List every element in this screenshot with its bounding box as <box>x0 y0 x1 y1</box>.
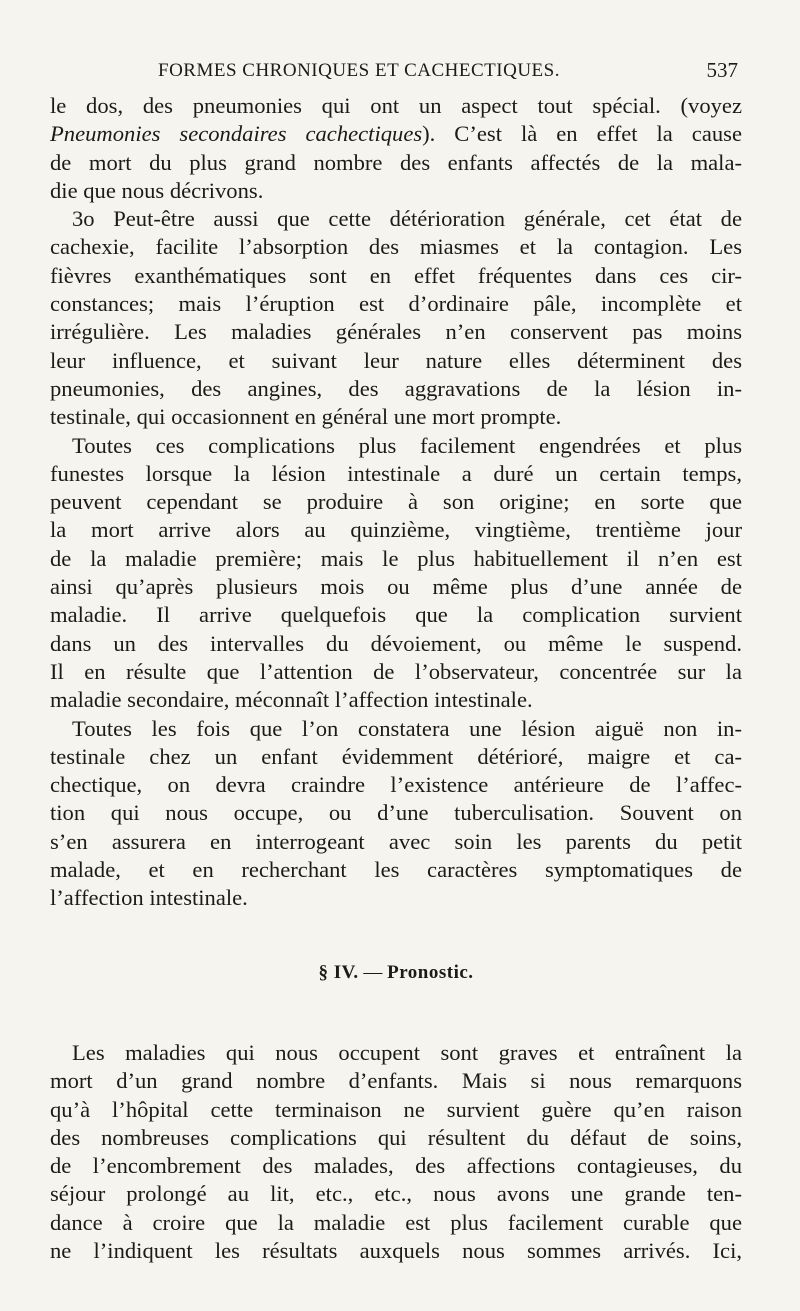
paragraph <box>50 432 742 715</box>
section-number: § IV. <box>318 961 359 983</box>
text-line: tion qui nous occupe, ou d’une tuberculisation. Souvent on <box>50 800 742 826</box>
text-line: s’en assurera en interrogeant avec soin les parents du petit <box>50 828 742 854</box>
paragraph <box>50 715 742 913</box>
text-line: die que nous décrivons. <box>50 177 264 203</box>
text-line: chectique, on devra craindre l’existence antérieure de l’affec- <box>50 772 742 798</box>
body-text <box>50 92 742 1265</box>
paragraph <box>50 92 742 205</box>
text-line: Toutes les fois que l’on constatera une lésion aiguë non in- <box>72 715 742 741</box>
text-line: funestes lorsque la lésion intestinale a duré un certain temps, <box>50 460 742 486</box>
text-line: ainsi qu’après plusieurs mois ou même plus d’une année de <box>50 574 742 600</box>
text-fragment: ). C’est là en effet la cause <box>422 121 742 147</box>
text-line: Toutes ces complications plus facilement engendrées et plus <box>72 432 742 458</box>
text-line: dance à croire que la maladie est plus facilement curable que <box>50 1209 742 1235</box>
text-line: testinale chez un enfant évidemment détérioré, maigre et ca- <box>50 743 742 769</box>
text-line: l’affection intestinale. <box>50 885 248 911</box>
text-line: mort d’un grand nombre d’enfants. Mais si nous remarquons <box>50 1068 742 1094</box>
text-line: ne l’indiquent les résultats auxquels nous sommes arrivés. Ici, <box>50 1237 742 1263</box>
text-line: leur influence, et suivant leur nature elles déterminent des <box>50 347 742 373</box>
running-title: FORMES CHRONIQUES ET CACHECTIQUES. <box>158 60 560 81</box>
section-heading <box>50 959 742 987</box>
text-line: de mort du plus grand nombre des enfants affectés de la mala- <box>50 149 742 175</box>
text-line: malade, et en recherchant les caractères symptomatiques de <box>50 857 742 883</box>
text-line: 3o Peut-être aussi que cette détérioration générale, cet état de <box>72 206 742 232</box>
section-title: Pronostic. <box>387 961 474 983</box>
text-line: séjour prolongé au lit, etc., etc., nous avons une grande ten- <box>50 1181 742 1207</box>
text-line: peuvent cependant se produire à son origine; en sorte que <box>50 489 742 515</box>
text-line: maladie. Il arrive quelquefois que la complication survient <box>50 602 742 628</box>
text-line: le dos, des pneumonies qui ont un aspect tout spécial. (voyez <box>50 93 742 118</box>
running-head <box>50 58 750 92</box>
text-line: de la maladie première; mais le plus habituellement il n’en est <box>50 545 742 571</box>
paragraph <box>50 1039 742 1265</box>
text-line: irrégulière. Les maladies générales n’en conservent pas moins <box>50 319 742 345</box>
text-line: la mort arrive alors au quinzième, vingtième, trentième jour <box>50 517 742 543</box>
paragraph <box>50 205 742 431</box>
text-line: testinale, qui occasionnent en général une mort prompte. <box>50 404 562 430</box>
text-line: constances; mais l’éruption est d’ordinaire pâle, incomplète et <box>50 291 742 317</box>
text-line: des nombreuses complications qui résultent du défaut de soins, <box>50 1124 742 1150</box>
text-line: maladie secondaire, méconnaît l’affection intestinale. <box>50 687 533 713</box>
text-line: dans un des intervalles du dévoiement, ou même le suspend. <box>50 630 742 656</box>
text-line: de l’encombrement des malades, des affections contagieuses, du <box>50 1153 742 1179</box>
text-line: fièvres exanthématiques sont en effet fréquentes dans ces cir- <box>50 262 742 288</box>
text-line: Il en résulte que l’attention de l’observateur, concentrée sur la <box>50 658 742 684</box>
text-line <box>50 120 742 148</box>
text-line: qu’à l’hôpital cette terminaison ne survient guère qu’en raison <box>50 1096 742 1122</box>
text-line: cachexie, facilite l’absorption des miasmes et la contagion. Les <box>50 234 742 260</box>
page-number: 537 <box>706 58 738 82</box>
text-line: Les maladies qui nous occupent sont graves et entraînent la <box>72 1039 742 1065</box>
italic-reference: Pneumonies secondaires cachectiques <box>50 121 423 147</box>
text-line: pneumonies, des angines, des aggravations de la lésion in- <box>50 375 742 401</box>
section-dash: — <box>363 961 383 983</box>
